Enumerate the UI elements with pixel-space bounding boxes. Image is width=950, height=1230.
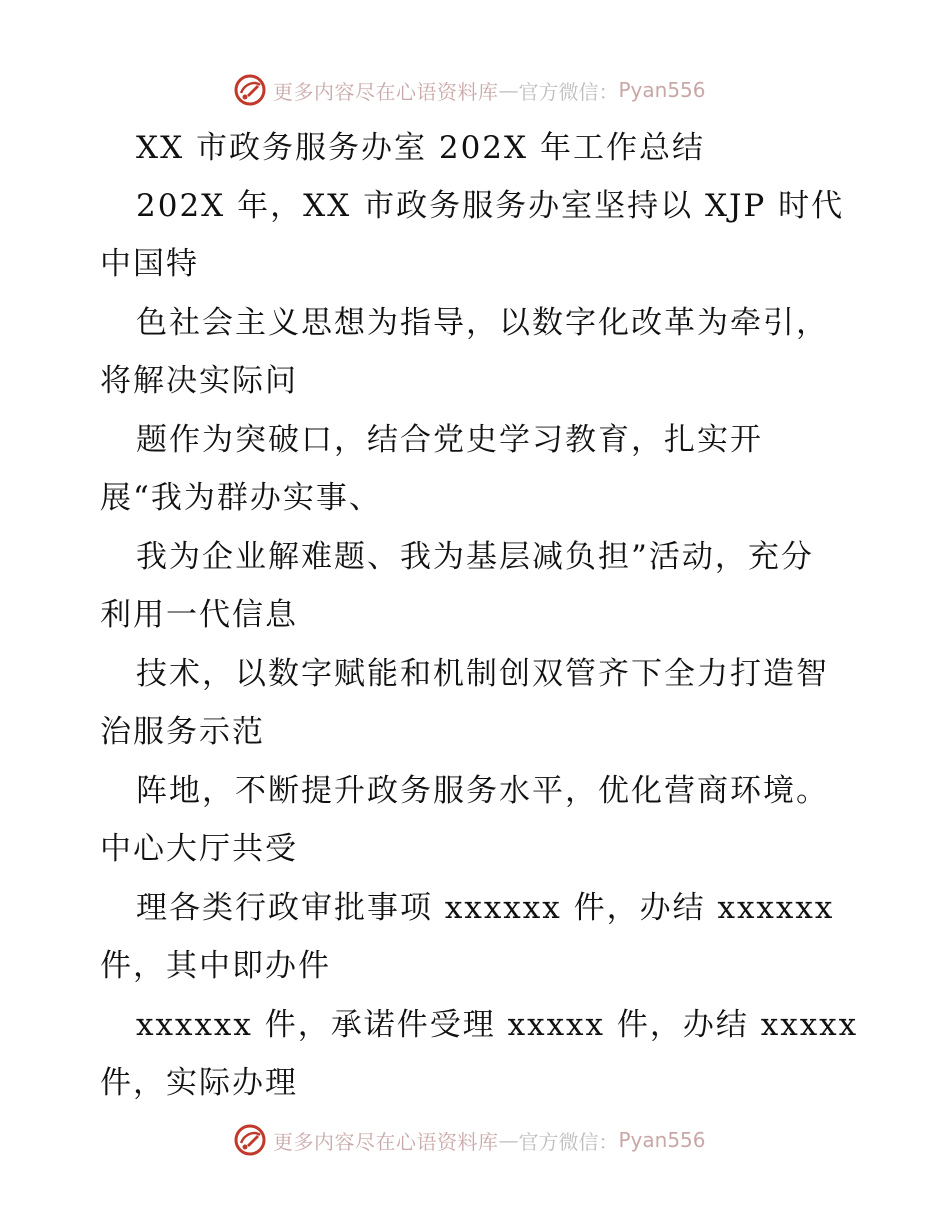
- paragraph-line: 理各类行政审批事项 xxxxxx 件，办结 xxxxxx: [136, 890, 835, 926]
- document-title: XX 市政务服务办室 202X 年工作总结: [136, 130, 705, 166]
- brand-logo-icon: [233, 1123, 267, 1157]
- header-watermark: [233, 72, 706, 108]
- paragraph-line: 色社会主义思想为指导，以数字化改革为牵引，: [136, 305, 829, 341]
- paragraph-line: xxxxxx 件，承诺件受理 xxxxx 件，办结 xxxxx: [136, 1007, 859, 1043]
- watermark-dash: —: [498, 1128, 519, 1152]
- watermark-dash: —: [498, 78, 519, 102]
- watermark-wechat-id: Pyan556: [618, 78, 706, 102]
- paragraph-line: 中心大厅共受: [100, 831, 298, 867]
- paragraph-line: 件，实际办理: [100, 1065, 298, 1101]
- watermark-text: 更多内容尽在心语资料库: [273, 79, 499, 104]
- paragraph-line: 202X 年，XX 市政务服务办室坚持以 XJP 时代: [136, 188, 845, 224]
- paragraph-line: 展“我为群办实事、: [100, 480, 382, 516]
- paragraph-line: 题作为突破口，结合党史学习教育，扎实开: [136, 422, 763, 458]
- paragraph-line: 件，其中即办件: [100, 948, 331, 984]
- watermark-wechat-label: 官方微信：: [518, 79, 619, 104]
- footer-watermark: [233, 1122, 706, 1158]
- paragraph-line: 利用一代信息: [100, 597, 298, 633]
- watermark-text: 更多内容尽在心语资料库: [273, 1129, 499, 1154]
- brand-logo-icon: [233, 73, 267, 107]
- watermark-wechat-label: 官方微信：: [518, 1129, 619, 1154]
- paragraph-line: 阵地，不断提升政务服务水平，优化营商环境。: [136, 773, 829, 809]
- paragraph-line: 将解决实际问: [100, 363, 298, 399]
- paragraph-line: 技术，以数字赋能和机制创双管齐下全力打造智: [136, 656, 829, 692]
- paragraph-line: 中国特: [100, 246, 199, 282]
- paragraph-line: 我为企业解难题、我为基层减负担”活动，充分: [136, 539, 814, 575]
- watermark-wechat-id: Pyan556: [618, 1128, 706, 1152]
- paragraph-line: 治服务示范: [100, 714, 265, 750]
